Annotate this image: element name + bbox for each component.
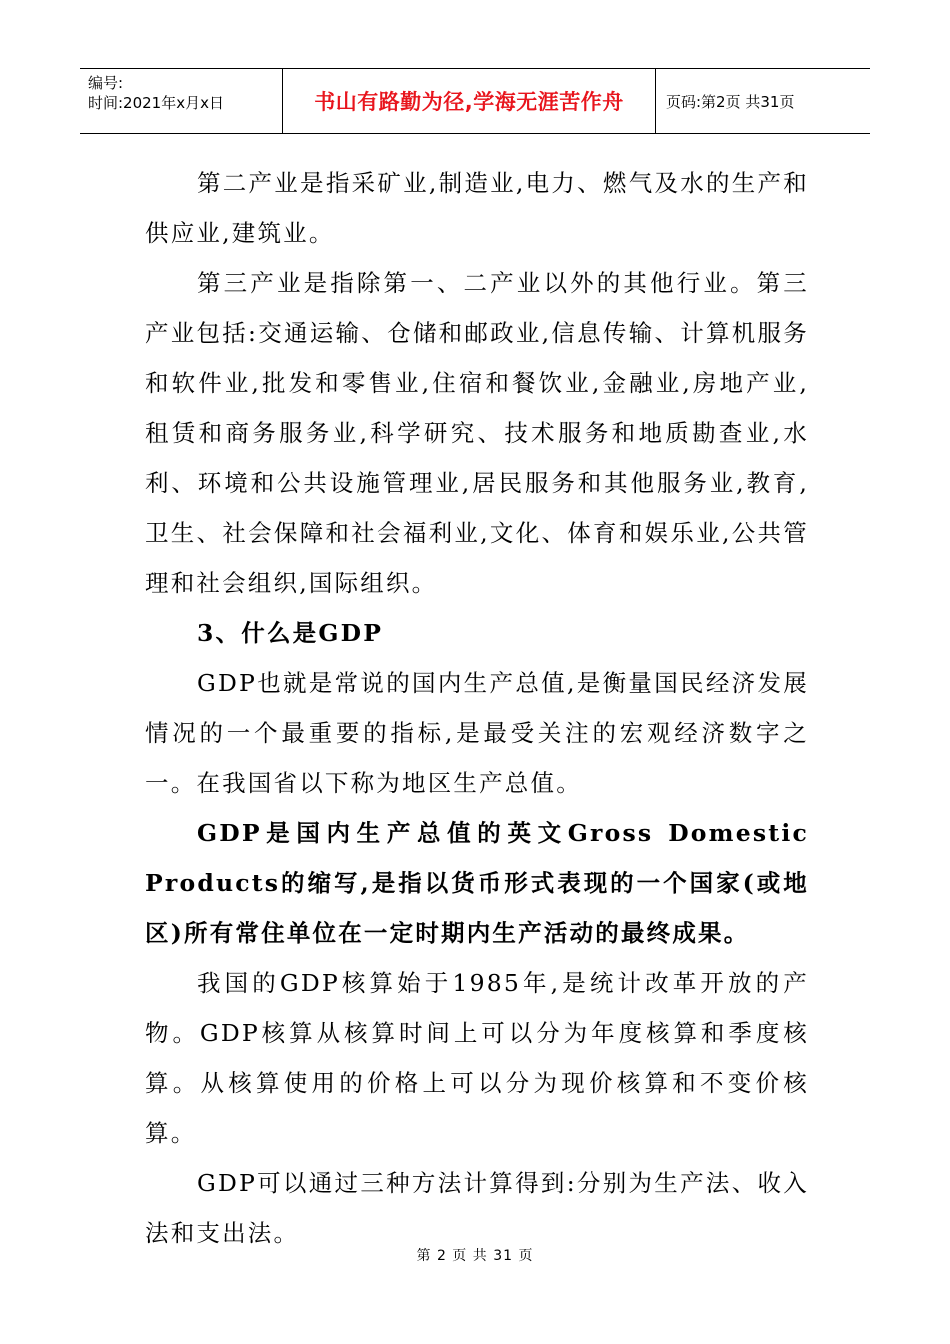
paragraph-gdp-definition: GDP也就是常说的国内生产总值,是衡量国民经济发展情况的一个最重要的指标,是最受关注的宏观经济数字之一。在我国省以下称为地区生产总值。	[145, 669, 809, 797]
header-page-info: 页码:第2页 共31页	[666, 92, 795, 111]
page-footer: 第 2 页 共 31 页	[416, 1248, 534, 1264]
header-meta	[80, 69, 282, 133]
document-time: 时间:2021年x月x日	[88, 94, 224, 112]
paragraph-gdp-history: 我国的GDP核算始于1985年,是统计改革开放的产物。GDP核算从核算时间上可以分为年度核算和季度核算。从核算使用的价格上可以分为现价核算和不变价核算。	[145, 969, 809, 1147]
document-number-label: 编号:	[88, 74, 124, 92]
paragraph-secondary-industry: 第二产业是指采矿业,制造业,电力、燃气及水的生产和供应业,建筑业。	[145, 169, 809, 247]
paragraph-tertiary-industry: 第三产业是指除第一、二产业以外的其他行业。第三产业包括:交通运输、仓储和邮政业,信息传输、计算机服务和软件业,批发和零售业,住宿和餐饮业,金融业,房地产业,租赁和商务服务业,科学研究、技术服务和地质勘查业,水利、环境和公共设施管理业,居民服务和其他服务业,教育,卫生、社会保障和社会福利业,文化、体育和娱乐业,公共管理和社会组织,国际组织。	[145, 269, 809, 597]
document-body	[145, 158, 809, 1258]
paragraph-gdp-english: GDP是国内生产总值的英文Gross Domestic Products的缩写,是指以货币形式表现的一个国家(或地区)所有常住单位在一定时期内生产活动的最终成果。	[145, 819, 809, 947]
section-heading-gdp: 3、什么是GDP	[197, 619, 384, 647]
page-header	[80, 68, 870, 134]
header-motto: 书山有路勤为径,学海无涯苦作舟	[282, 69, 656, 133]
paragraph-gdp-methods: GDP可以通过三种方法计算得到:分别为生产法、收入法和支出法。	[145, 1169, 809, 1247]
